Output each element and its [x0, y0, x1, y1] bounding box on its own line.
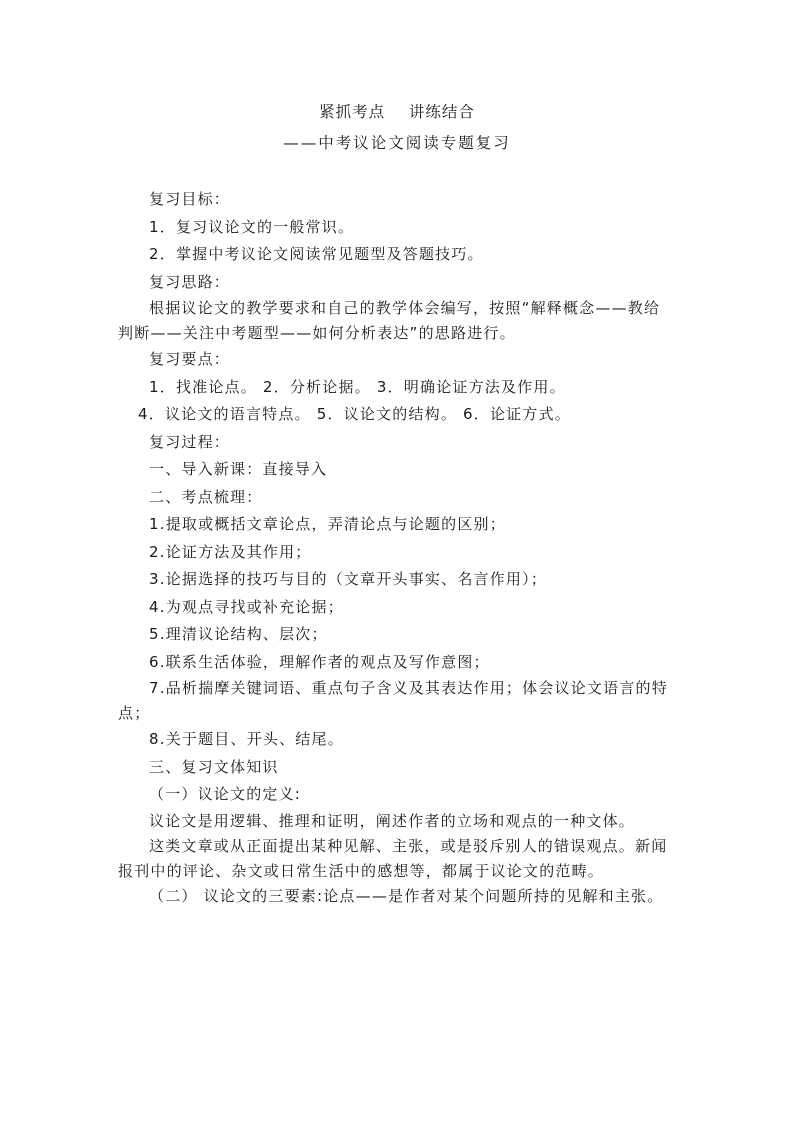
section-heading: 复习目标： [149, 190, 231, 208]
paragraph: 根据议论文的教学要求和自己的教学体会编写，按照“解释概念——教给判断——关注中考题型——如何分析表达”的思路进行。 [118, 299, 661, 342]
section-heading: 复习要点： [149, 350, 231, 368]
list-item: 2．掌握中考议论文阅读常见题型及答题技巧。 [149, 245, 484, 263]
list-item: 6.联系生活体验，理解作者的观点及写作意图； [149, 652, 490, 671]
list-item: 1．找准论点。 2．分析论据。 3．明确论证方法及作用。 [149, 377, 566, 396]
subsection-heading: （一）议论文的定义: [149, 785, 302, 803]
paragraph: （二） 议论文的三要素:论点——是作者对某个问题所持的见解和主张。 [149, 886, 664, 905]
paragraph: 议论文是用逻辑、推理和证明，阐述作者的立场和观点的一种文体。 [149, 811, 636, 830]
section-heading: 三、复习文体知识 [149, 757, 279, 776]
list-item: 4．议论文的语言特点。 5．议论文的结构。 6．论证方式。 [138, 405, 571, 423]
list-item: 二、考点梳理： [149, 487, 263, 506]
list-item: 3.论据选择的技巧与目的（文章开头事实、名言作用）； [149, 570, 548, 588]
list-item: 7.品析揣摩关键词语、重点句子含义及其表达作用；体会议论文语言的特点； [118, 679, 668, 722]
paragraph: 这类文章或从正面提出某种见解、主张，或是驳斥别人的错误观点。新闻报刊中的评论、杂文或日常生活中的感想等，都属于议论文的范畴。 [118, 836, 668, 880]
document-subtitle: ——中考议论文阅读专题复习 [283, 134, 511, 152]
list-item: 1.提取或概括文章论点，弄清论点与论题的区别； [149, 515, 506, 533]
list-item: 8.关于题目、开头、结尾。 [149, 730, 344, 748]
list-item: 一、导入新课：直接导入 [149, 460, 328, 478]
section-heading: 复习思路： [149, 272, 231, 291]
list-item: 2.论证方法及其作用； [149, 542, 312, 561]
document-body [118, 186, 688, 909]
list-item: 5.理清议论结构、层次； [149, 625, 328, 643]
list-item: 1．复习议论文的一般常识。 [149, 217, 355, 236]
document-title: 紧抓考点 讲练结合 [319, 103, 475, 121]
section-heading: 复习过程： [149, 432, 231, 451]
list-item: 4.为观点寻找或补充论据； [149, 597, 344, 616]
